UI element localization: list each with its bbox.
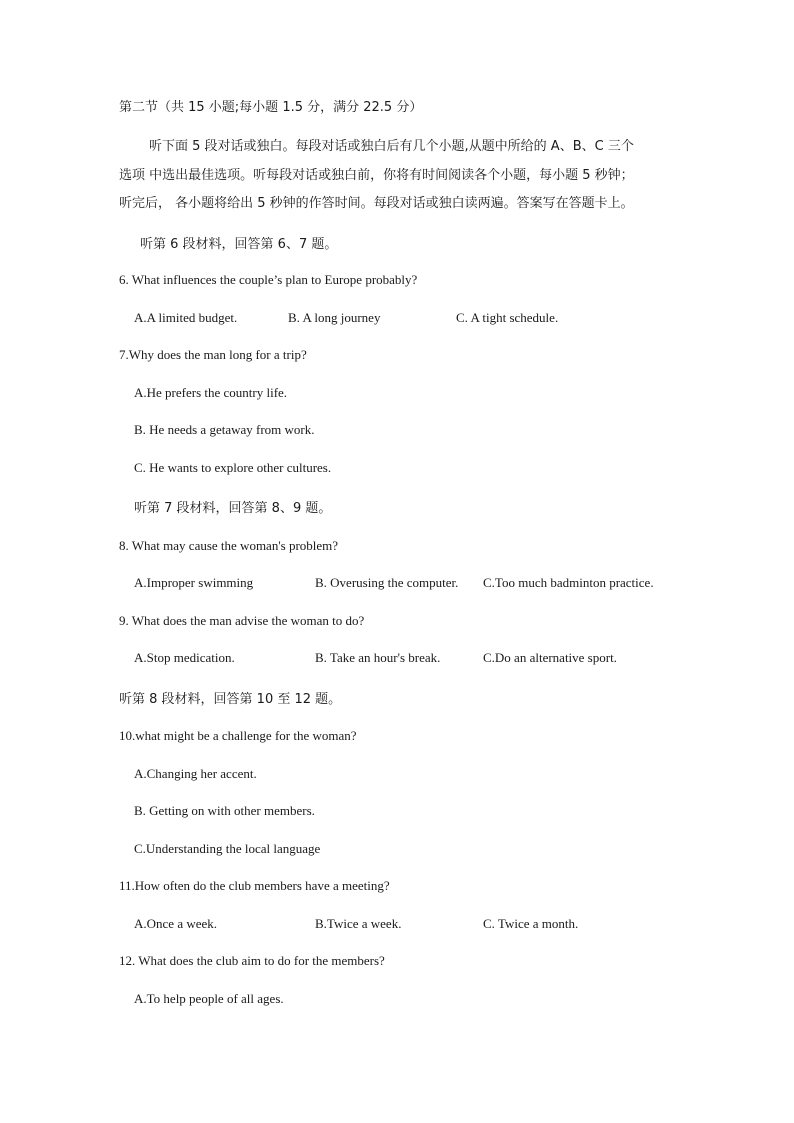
question-10-option-b: B. Getting on with other members. — [134, 803, 315, 818]
instructions-line-3: 听完后， 各小题将给出 5 秒钟的作答时间。每段对话或独白读两遍。答案写在答题卡上。 — [119, 196, 634, 211]
section-header: 第二节（共 15 小题;每小题 1.5 分，满分 22.5 分） — [119, 100, 423, 115]
question-11-option-c: C. Twice a month. — [483, 916, 579, 931]
question-8-option-a: A.Improper swimming — [134, 575, 254, 590]
question-9-option-c: C.Do an alternative sport. — [483, 650, 617, 665]
question-12-stem: 12. What does the club aim to do for the members? — [119, 953, 385, 968]
question-11-stem: 11.How often do the club members have a meeting? — [119, 878, 390, 893]
question-11-option-b: B.Twice a week. — [315, 916, 402, 931]
question-7-option-c: C. He wants to explore other cultures. — [134, 460, 332, 475]
passage-heading-8: 听第 8 段材料，回答第 10 至 12 题。 — [119, 692, 342, 707]
question-9-option-a: A.Stop medication. — [134, 650, 235, 665]
passage-heading-6: 听第 6 段材料，回答第 6、7 题。 — [140, 237, 338, 252]
question-11-option-a: A.Once a week. — [134, 916, 218, 931]
passage-heading-7: 听第 7 段材料，回答第 8、9 题。 — [134, 501, 332, 516]
question-12-option-a: A.To help people of all ages. — [134, 991, 284, 1006]
instructions — [119, 133, 679, 219]
instructions-line-2: 选项 中选出最佳选项。听每段对话或独白前，你将有时间阅读各个小题，每小题 5 秒钟； — [119, 167, 634, 183]
question-9-option-b: B. Take an hour's break. — [315, 650, 441, 665]
question-8-option-b: B. Overusing the computer. — [315, 575, 459, 590]
question-6-option-c: C. A tight schedule. — [456, 310, 559, 325]
question-7-option-b: B. He needs a getaway from work. — [134, 422, 315, 437]
question-7-option-a: A.He prefers the country life. — [134, 385, 288, 400]
question-10-stem: 10.what might be a challenge for the woman? — [119, 728, 357, 743]
question-7-stem: 7.Why does the man long for a trip? — [119, 347, 307, 362]
question-6-option-b: B. A long journey — [288, 310, 381, 325]
question-10-option-c: C.Understanding the local language — [134, 841, 321, 856]
question-10-option-a: A.Changing her accent. — [134, 766, 257, 781]
instructions-line-1: 听下面 5 段对话或独白。每段对话或独白后有几个小题,从题中所给的 A、B、C 三个 — [149, 139, 634, 154]
question-8-stem: 8. What may cause the woman's problem? — [119, 538, 339, 553]
question-6-option-a: A.A limited budget. — [134, 310, 238, 325]
question-8-option-c: C.Too much badminton practice. — [483, 575, 654, 590]
question-6-stem: 6. What influences the couple’s plan to Europe probably? — [119, 272, 418, 287]
question-9-stem: 9. What does the man advise the woman to do? — [119, 613, 365, 628]
